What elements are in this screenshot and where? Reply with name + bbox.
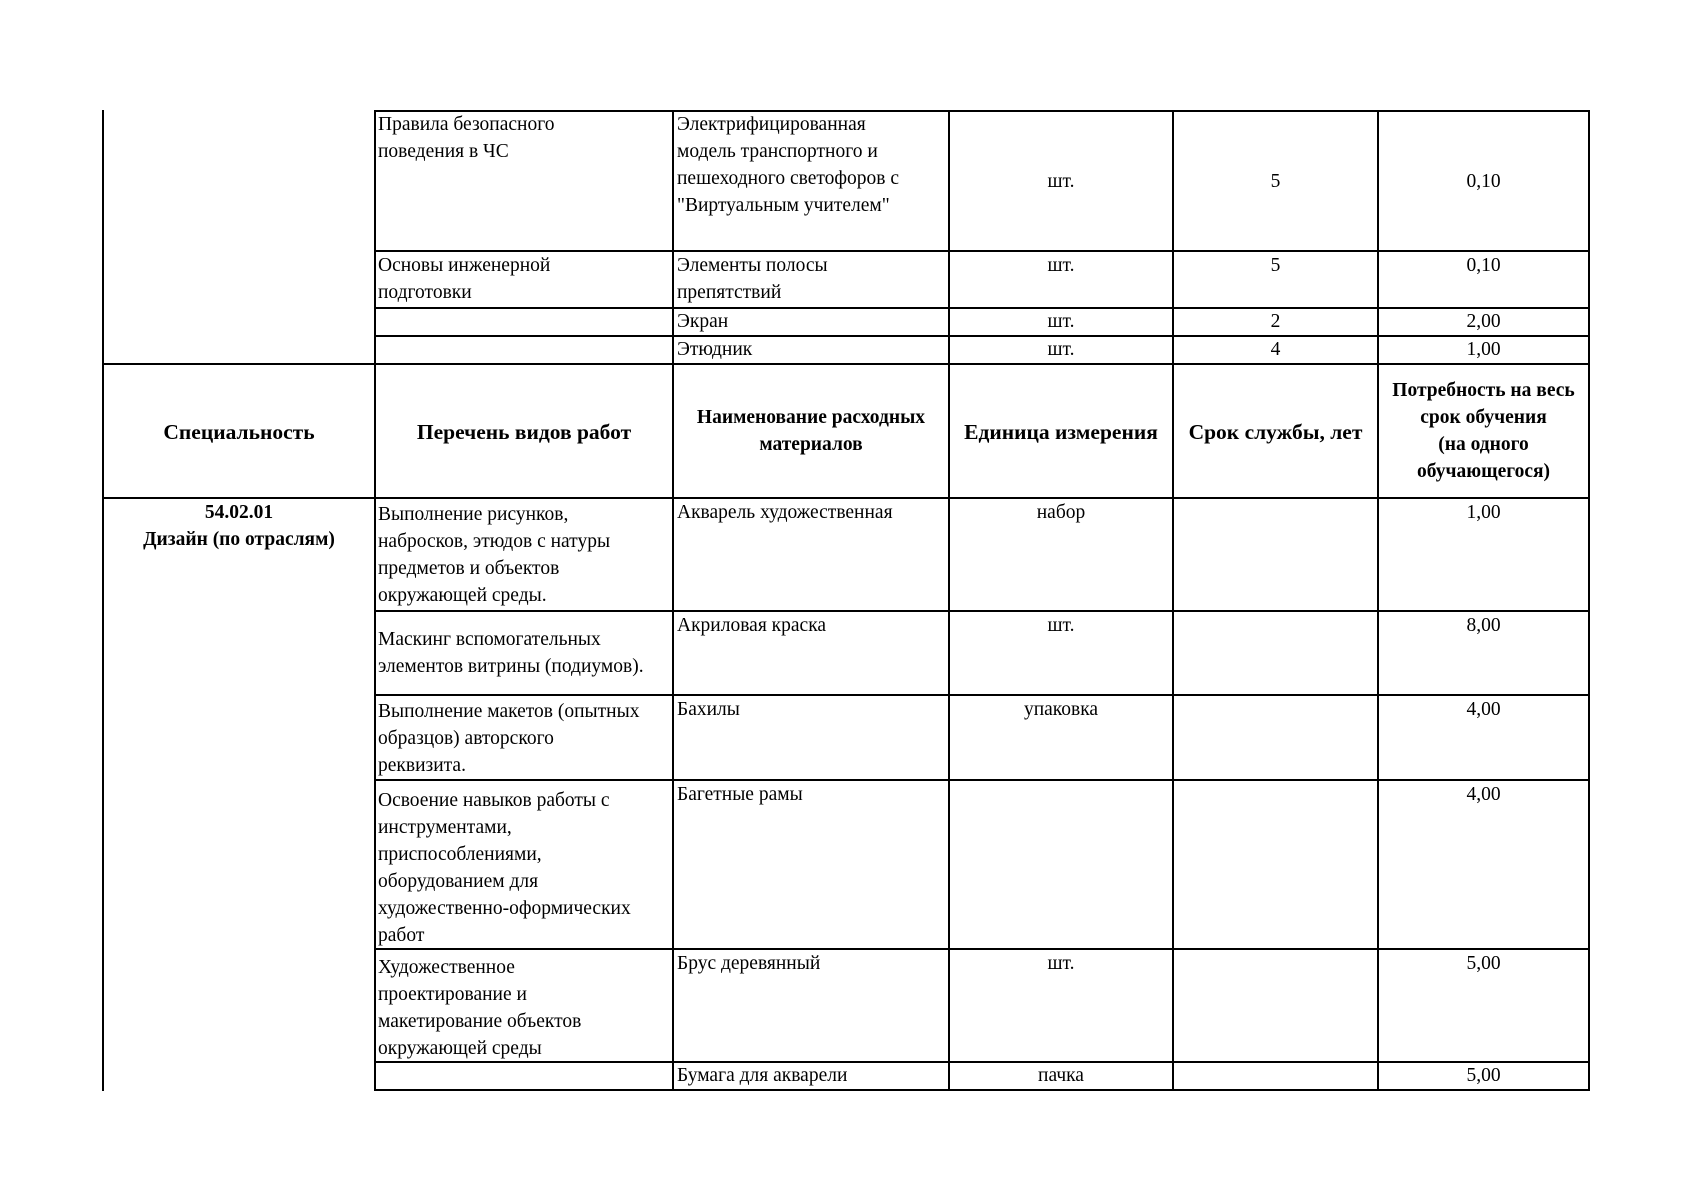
material-name-cell: Экран [677, 311, 729, 332]
need-cell: 5,00 [1466, 1065, 1501, 1086]
work-type-cell: Выполнение макетов (опытных образцов) авторского реквизита. [378, 701, 640, 776]
material-name-cell: Багетные рамы [677, 784, 803, 805]
header-service-life: Срок службы, лет [1188, 420, 1363, 444]
unit-cell: шт. [1047, 953, 1075, 974]
material-name-cell: Электрифицированная модель транспортного и пешеходного светофоров с "Виртуальным учителем" [677, 114, 899, 216]
work-type-cell: Выполнение рисунков, набросков, этюдов с натуры предметов и объектов окружающей среды. [378, 504, 611, 606]
service-life-cell: 2 [1270, 311, 1281, 332]
header-need: Потребность на весь срок обучения (на одного обучающегося) [1392, 380, 1575, 482]
header-material-name: Наименование расходных материалов [696, 407, 926, 455]
need-cell: 1,00 [1466, 502, 1501, 523]
unit-cell: упаковка [1023, 699, 1099, 720]
service-life-cell: 5 [1270, 255, 1281, 276]
need-cell: 5,00 [1466, 953, 1501, 974]
service-life-cell: 5 [1270, 171, 1281, 192]
material-name-cell: Акриловая краска [677, 615, 827, 636]
unit-cell: шт. [1047, 615, 1075, 636]
header-work-list: Перечень видов работ [416, 420, 632, 444]
header-specialty: Специальность [163, 420, 315, 444]
material-name-cell: Брус деревянный [677, 953, 821, 974]
grid-line [374, 110, 376, 1091]
need-cell: 4,00 [1466, 699, 1501, 720]
grid-line [672, 110, 674, 1091]
grid-line [102, 363, 1590, 365]
work-type-cell: Маскинг вспомогательных элементов витрины (подиумов). [378, 629, 644, 677]
grid-line [1588, 110, 1590, 1091]
grid-line [102, 110, 104, 1091]
material-name-cell: Акварель художественная [677, 502, 893, 523]
material-name-cell: Элементы полосы препятствий [677, 255, 828, 303]
work-type-cell: Художественное проектирование и макетирование объектов окружающей среды [378, 957, 582, 1059]
service-life-cell: 4 [1270, 339, 1281, 360]
unit-cell: набор [1036, 502, 1086, 523]
unit-cell: шт. [1047, 255, 1075, 276]
need-cell: 2,00 [1466, 311, 1501, 332]
header-unit: Единица измерения [964, 420, 1158, 444]
grid-line [374, 1089, 1590, 1091]
specialty-name: Дизайн (по отраслям) [143, 529, 335, 550]
material-name-cell: Бумага для акварели [677, 1065, 848, 1086]
need-cell: 0,10 [1466, 255, 1501, 276]
need-cell: 8,00 [1466, 615, 1501, 636]
unit-cell: шт. [1047, 311, 1075, 332]
specialty-code: 54.02.01 [204, 502, 274, 523]
material-name-cell: Этюдник [677, 339, 753, 360]
work-type-cell: Освоение навыков работы с инструментами, приспособлениями, оборудованием для художественно-оформических работ [378, 790, 631, 946]
work-type-cell: Правила безопасного поведения в ЧС [378, 114, 555, 162]
unit-cell: пачка [1038, 1065, 1084, 1086]
work-type-cell: Основы инженерной подготовки [378, 255, 551, 303]
unit-cell: шт. [1047, 171, 1075, 192]
unit-cell: шт. [1047, 339, 1075, 360]
need-cell: 4,00 [1466, 784, 1501, 805]
material-name-cell: Бахилы [677, 699, 740, 720]
need-cell: 0,10 [1466, 171, 1501, 192]
need-cell: 1,00 [1466, 339, 1501, 360]
